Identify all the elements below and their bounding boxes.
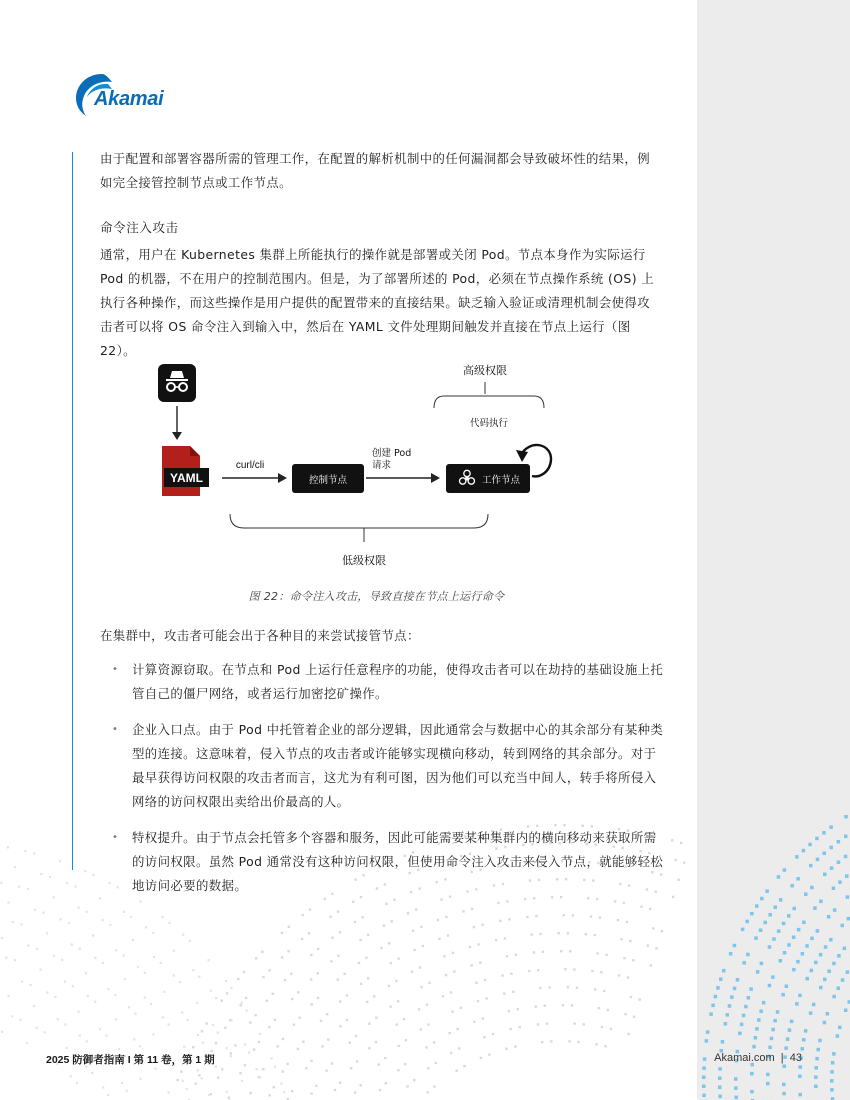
section-paragraph: 通常，用户在 Kubernetes 集群上所能执行的操作就是部署或关闭 Pod。节点本身作为实际运行 Pod 的机器，不在用户的控制范围内。但是，为了部署所述的 Pod，必须在节点操作系统 (OS) 上执行各种操作，而这些操作是用户提供的配置带来的直接结果。缺乏输入验证或清理机制会使得攻击者可以将 OS 命令注入到输入中，然后在 YAML 文件处理期间触发并直接在节点上运行（图 22）。 (100, 247, 655, 358)
figure-caption: 图 22：命令注入攻击，导致直接在节点上运行命令 (248, 590, 505, 603)
bullet-text: 计算资源窃取。在节点和 Pod 上运行任意程序的功能，使得攻击者可以在劫持的基础设施上托管自己的僵尸网络，或者运行加密挖矿操作。 (132, 662, 664, 701)
control-node-label: 控制节点 (308, 475, 348, 486)
high-privilege-label: 高级权限 (463, 364, 507, 377)
yaml-label: YAML (170, 471, 203, 485)
akamai-logo-text: Akamai (94, 88, 164, 110)
section-heading: 命令注入攻击 (100, 220, 179, 235)
list-item (100, 718, 665, 814)
code-exec-label: 代码执行 (469, 418, 509, 429)
low-privilege-label: 低级权限 (342, 554, 386, 567)
footer-page-info: Akamai.com | 43 (714, 1052, 802, 1064)
control-node-box (292, 464, 364, 493)
bullet-icon: • (112, 724, 119, 735)
intro-paragraph: 由于配置和部署容器所需的管理工作，在配置的解析机制中的任何漏洞都会导致破坏性的结果，例如完全接管控制节点或工作节点。 (100, 151, 650, 190)
bullet-text: 特权提升。由于节点会托管多个容器和服务，因此可能需要某种集群内的横向移动来获取所需的访问权限。虽然 Pod 通常没有这种访问权限，但使用命令注入攻击来侵入节点，就能够轻松地访问必要的数据。 (132, 830, 664, 893)
bullet-text: 企业入口点。由于 Pod 中托管着企业的部分逻辑，因此通常会与数据中心的其余部分有某种类型的连接。这意味着，侵入节点的攻击者或许能够实现横向移动，转到网络的其余部分。对于最早获得访问权限的攻击者而言，这尤为有利可图，因为他们可以充当中间人，转手将所侵入网络的访问权限出卖给出价最高的人。 (132, 722, 664, 809)
worker-node-box (446, 464, 530, 493)
spy-icon (158, 364, 196, 402)
list-item (100, 826, 665, 898)
footer-publication: 2025 防御者指南 I 第 11 卷，第 1 期 (46, 1054, 215, 1066)
worker-node-label: 工作节点 (481, 475, 521, 486)
command-injection-diagram (150, 356, 570, 581)
bullet-list (100, 658, 665, 910)
content-accent-rule (72, 152, 73, 870)
list-item (100, 658, 665, 706)
create-pod-label: 创建 Pod (372, 448, 412, 459)
arrow-curl-label: curl/cli (235, 460, 265, 471)
list-intro: 在集群中，攻击者可能会出于各种目的来尝试接管节点： (100, 628, 420, 643)
yaml-file-icon (162, 446, 209, 496)
create-pod-request-label: 请求 (372, 460, 392, 471)
bullet-icon: • (112, 832, 119, 843)
bullet-icon: • (112, 664, 119, 675)
